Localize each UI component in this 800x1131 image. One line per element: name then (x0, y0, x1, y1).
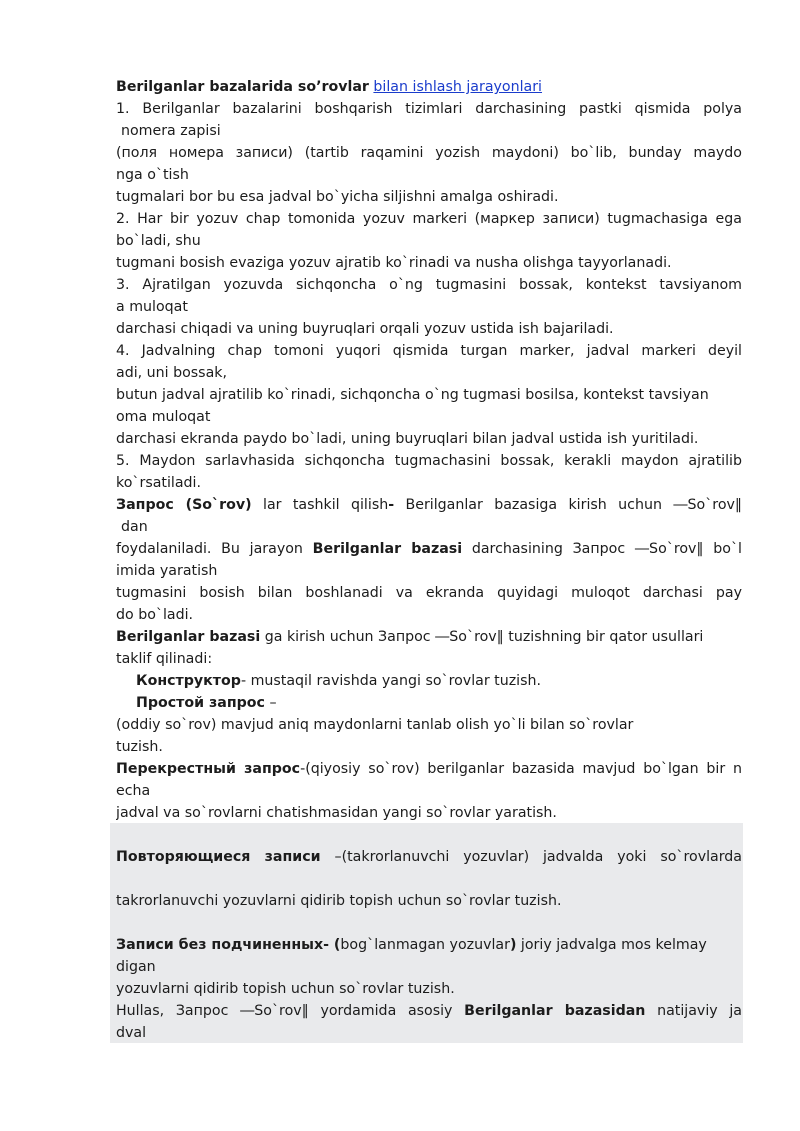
paragraph-line: 4. Jadvalning chap tomoni yuqori qismida turgan marker, jadval markeri deyil (116, 343, 742, 359)
paragraph-line: Перекрестный запрос-(qiyosiy so`rov) berilganlar bazasida mavjud bo`lgan bir n (116, 761, 742, 777)
paragraph-line: taklif qilinadi: (116, 651, 213, 667)
document-heading: Berilganlar bazalarida so’rovlar bilan ishlash jarayonlari (116, 79, 543, 95)
paragraph-line: 5. Maydon sarlavhasida sichqoncha tugmachasini bossak, kerakli maydon ajratilib (116, 453, 742, 469)
paragraph-line: do bo`ladi. (116, 607, 194, 623)
paragraph-line: nomera zapisi (121, 123, 221, 139)
paragraph-line: yozuvlarni qidirib topish uchun so`rovlar tuzish. (116, 981, 455, 997)
paragraph-line: foydalaniladi. Bu jarayon Berilganlar bazasi darchasining Запрос ―So`rov‖ bo`l (116, 541, 742, 557)
paragraph-line: Записи без подчиненных- (bog`lanmagan yozuvlar) joriy jadvalga mos kelmay (116, 937, 707, 953)
paragraph-line: oma muloqat (116, 409, 211, 425)
paragraph-line: imida yaratish (116, 563, 218, 579)
heading-link[interactable]: bilan ishlash jarayonlari (373, 79, 543, 95)
paragraph-line: 1. Berilganlar bazalarini boshqarish tizimlari darchasining pastki qismida polya (116, 101, 742, 117)
paragraph-line: Повторяющиеся записи –(takrorlanuvchi yozuvlar) jadvalda yoki so`rovlarda (116, 849, 742, 865)
paragraph-line: Berilganlar bazasi ga kirish uchun Запрос ―So`rov‖ tuzishning bir qator usullari (116, 629, 704, 645)
paragraph-line: tugmalari bor bu esa jadval bo`yicha siljishni amalga oshiradi. (116, 189, 559, 205)
paragraph-line: Запрос (So`rov) lar tashkil qilish- Berilganlar bazasiga kirish uchun ―So`rov‖ (116, 497, 742, 513)
paragraph-line: darchasi chiqadi va uning buyruqlari orqali yozuv ustida ish bajariladi. (116, 321, 614, 337)
paragraph-line: takrorlanuvchi yozuvlarni qidirib topish uchun so`rovlar tuzish. (116, 893, 562, 909)
paragraph-line: butun jadval ajratilib ko`rinadi, sichqoncha o`ng tugmasi bosilsa, kontekst tavsiyan (116, 387, 709, 403)
paragraph-line: echa (116, 783, 151, 799)
paragraph-line: dval (116, 1025, 147, 1041)
paragraph-line: tugmani bosish evaziga yozuv ajratib ko`rinadi va nusha olishga tayyorlanadi. (116, 255, 672, 271)
paragraph-line: 2. Har bir yozuv chap tomonida yozuv markeri (маркер записи) tugmachasiga ega (116, 211, 742, 227)
paragraph-line: 3. Ajratilgan yozuvda sichqoncha o`ng tugmasini bossak, kontekst tavsiyanom (116, 277, 742, 293)
paragraph-line: (oddiy so`rov) mavjud aniq maydonlarni tanlab olish yo`li bilan so`rovlar (116, 717, 634, 733)
paragraph-line: Hullas, Запрос ―So`rov‖ yordamida asosiy Berilganlar bazasidan natijaviy ja (116, 1003, 742, 1019)
paragraph-line: dan (121, 519, 148, 535)
paragraph-line: bo`ladi, shu (116, 233, 201, 249)
list-item: Конструктор- mustaqil ravishda yangi so`rovlar tuzish. (136, 673, 542, 689)
paragraph-line: tugmasini bosish bilan boshlanadi va ekranda quyidagi muloqot darchasi pay (116, 585, 742, 601)
paragraph-line: jadval va so`rovlarni chatishmasidan yangi so`rovlar yaratish. (116, 805, 557, 821)
paragraph-line: digan (116, 959, 156, 975)
paragraph-line: nga o`tish (116, 167, 189, 183)
paragraph-line: a muloqat (116, 299, 188, 315)
paragraph-line: darchasi ekranda paydo bo`ladi, uning buyruqlari bilan jadval ustida ish yuritiladi. (116, 431, 699, 447)
paragraph-line: (поля номера записи) (tartib raqamini yozish maydoni) bo`lib, bunday maydo (116, 145, 742, 161)
paragraph-line: tuzish. (116, 739, 163, 755)
paragraph-line: ko`rsatiladi. (116, 475, 201, 491)
list-item: Простой запрос – (136, 695, 277, 711)
paragraph-line: adi, uni bossak, (116, 365, 227, 381)
